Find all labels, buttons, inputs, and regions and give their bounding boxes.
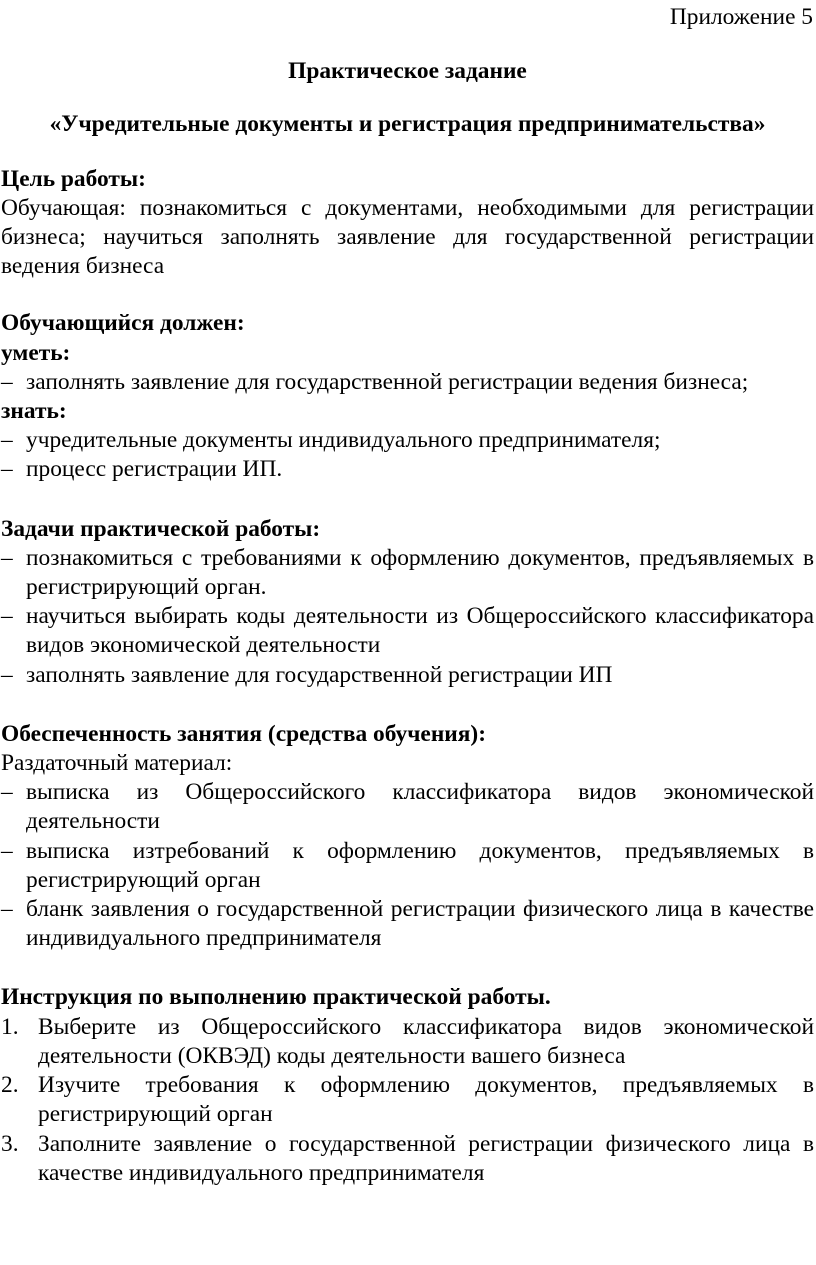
numbered-item-text: Изучите требования к оформлению документов, предъявляемых в регистрирующий орган	[38, 1072, 814, 1128]
instructions-heading: Инструкция по выполнению практической работы.	[1, 984, 551, 1011]
tasks-section	[1, 515, 814, 690]
support-section	[1, 720, 814, 954]
item-number: 2.	[1, 1072, 19, 1099]
list-item	[1, 544, 814, 602]
list-item	[1, 837, 814, 895]
support-intro: Раздаточный материал:	[1, 750, 233, 777]
goal-heading: Цель работы:	[1, 165, 146, 192]
numbered-item	[1, 1071, 814, 1129]
dash-marker: –	[1, 661, 13, 688]
numbered-item	[1, 1013, 814, 1071]
list-item-text: научиться выбирать коды деятельности из Общероссийского классификатора видов экономической деятельности	[26, 603, 814, 659]
instructions-section	[1, 983, 814, 1187]
list-item-text: процесс регистрации ИП.	[26, 456, 283, 483]
list-item	[1, 778, 814, 836]
item-number: 3.	[1, 1130, 19, 1157]
dash-marker: –	[1, 427, 13, 454]
list-item-text: учредительные документы индивидуального предпринимателя;	[26, 427, 661, 454]
list-item-text: выписка изтребований к оформлению документов, предъявляемых в регистрирующий орган	[26, 837, 814, 893]
appendix-label: Приложение 5	[669, 4, 813, 30]
document-title: Практическое задание	[288, 58, 527, 85]
dash-marker: –	[1, 779, 13, 806]
list-item-text: познакомиться с требованиями к оформлению документов, предъявляемых в регистрирующий орган.	[26, 544, 814, 601]
support-heading: Обеспеченность занятия (средства обучения):	[1, 720, 487, 747]
learner-heading: Обучающийся должен:	[1, 310, 245, 337]
dash-marker: –	[1, 603, 13, 630]
list-item-text: заполнять заявление для государственной регистрации ИП	[26, 661, 613, 688]
list-item	[1, 426, 814, 455]
numbered-item	[1, 1130, 814, 1188]
list-item-text: заполнять заявление для государственной регистрации ведения бизнеса;	[26, 368, 749, 395]
list-item-text: выписка из Общероссийского классификатора видов экономической деятельности	[26, 779, 814, 835]
dash-marker: –	[1, 456, 13, 483]
list-item	[1, 661, 814, 690]
know-label: знать:	[1, 398, 67, 425]
goal-text: Обучающая: познакомиться с документами, необходимыми для регистрации бизнеса; научиться заполнять заявление для государственной регистрации ведения бизнеса	[1, 194, 814, 280]
dash-marker: –	[1, 544, 13, 571]
list-item	[1, 455, 814, 484]
list-item	[1, 602, 814, 660]
document-subtitle: «Учредительные документы и регистрация предпринимательства»	[49, 111, 766, 138]
can-label: уметь:	[1, 339, 71, 366]
item-number: 1.	[1, 1013, 19, 1040]
learner-section	[1, 309, 814, 484]
dash-marker: –	[1, 837, 13, 864]
tasks-heading: Задачи практической работы:	[1, 515, 321, 542]
numbered-item-text: Выберите из Общероссийского классификатора видов экономической деятельности (ОКВЭД) коды деятельности вашего бизнеса	[38, 1013, 814, 1069]
dash-marker: –	[1, 896, 13, 923]
goal-section	[1, 165, 814, 282]
dash-marker: –	[1, 368, 13, 395]
list-item-text: бланк заявления о государственной регистрации физического лица в качестве индивидуального предпринимателя	[26, 896, 814, 952]
list-item	[1, 368, 814, 397]
numbered-item-text: Заполните заявление о государственной регистрации физического лица в качестве индивидуального предпринимателя	[38, 1130, 814, 1186]
list-item	[1, 895, 814, 953]
